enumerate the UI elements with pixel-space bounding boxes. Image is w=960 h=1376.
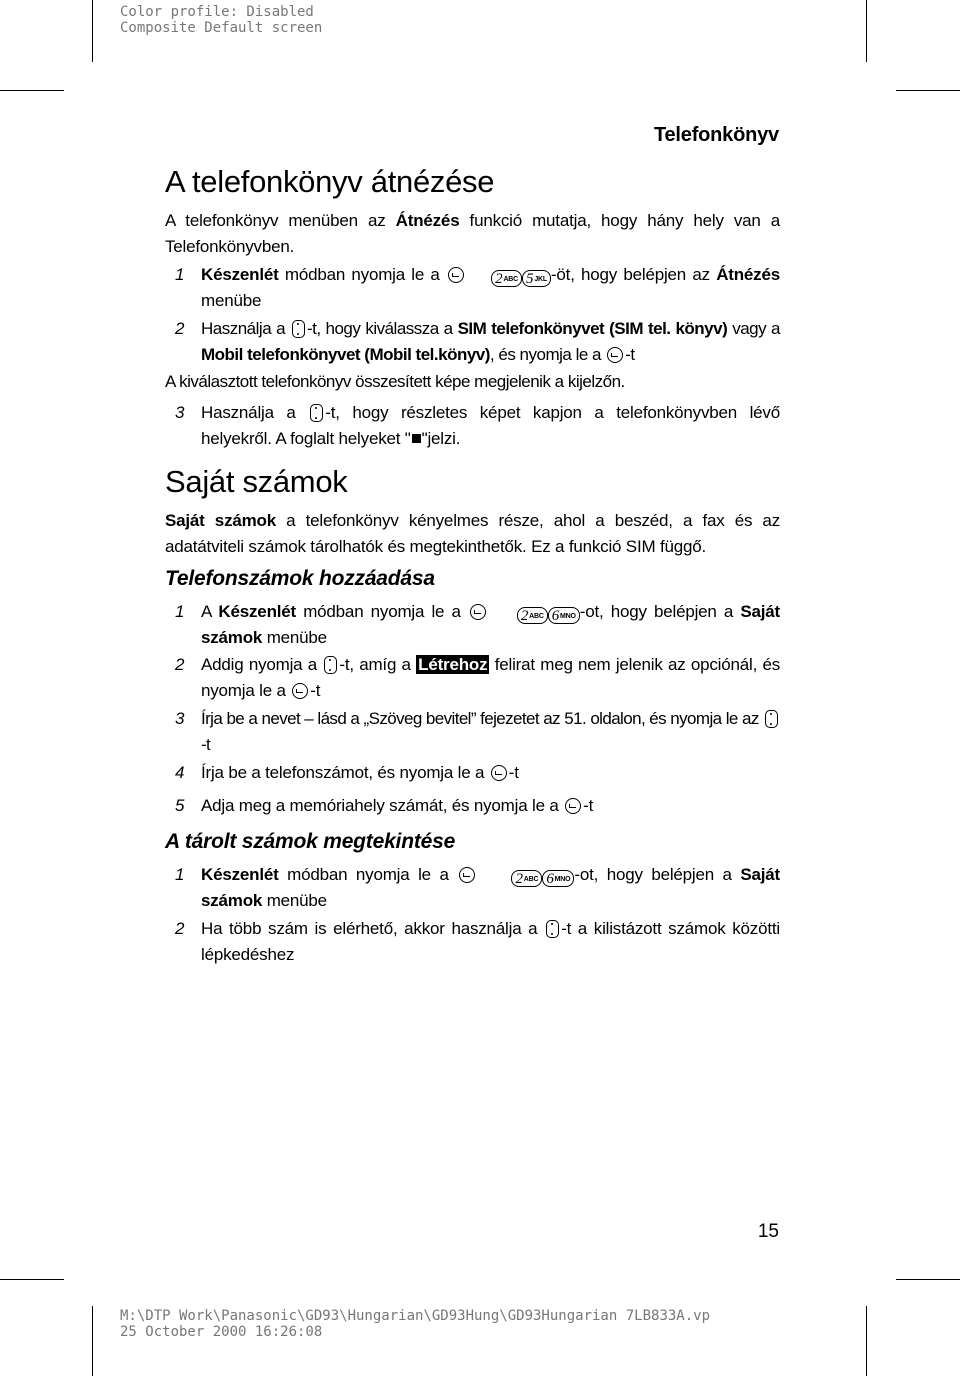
key-letters: MNO bbox=[560, 613, 576, 620]
key-digit: 5 bbox=[526, 271, 534, 287]
step-number: 2 bbox=[175, 319, 184, 338]
term-sajat-szamok: Saját számok bbox=[165, 511, 276, 530]
text: , és nyomja le a bbox=[489, 345, 606, 364]
menu-button-icon bbox=[448, 267, 464, 283]
text: Írja be a telefonszámot, és nyomja le a bbox=[201, 763, 489, 782]
key-5-icon bbox=[522, 270, 551, 287]
text: felirat meg nem jelenik az opciónál, és nyomja le a bbox=[201, 655, 781, 700]
step-1 bbox=[165, 862, 780, 914]
text: -öt, hogy belépjen az bbox=[550, 265, 717, 284]
paragraph-note: A kiválasztott telefonkönyv összesített képe megjelenik a kijelzőn. bbox=[165, 372, 625, 391]
color-profile-text: Color profile: Disabled bbox=[120, 4, 314, 20]
key-6-icon bbox=[548, 607, 580, 624]
crop-mark bbox=[866, 1306, 867, 1376]
menu-button-icon bbox=[470, 604, 486, 620]
key-digit: 6 bbox=[551, 608, 560, 624]
text: funkció mutatja, hogy hány hely van a Telefonkönyvben. bbox=[165, 211, 780, 256]
key-letters: ABC bbox=[529, 613, 544, 620]
term-sajat-szamok: Saját számok bbox=[201, 602, 781, 647]
menu-button-icon bbox=[491, 765, 507, 781]
crop-mark bbox=[92, 1306, 93, 1376]
navigation-key-icon bbox=[546, 920, 559, 938]
menu-button-icon bbox=[565, 798, 581, 814]
screen-text: Composite Default screen bbox=[120, 20, 323, 36]
text: "jelzi. bbox=[421, 429, 461, 448]
step-3 bbox=[165, 400, 780, 452]
text: -t bbox=[625, 345, 635, 364]
step-2 bbox=[165, 652, 780, 704]
step-1 bbox=[165, 599, 780, 651]
section-title-phonebook-overview: A telefonkönyv átnézése bbox=[165, 164, 495, 199]
step-2 bbox=[165, 316, 780, 368]
occupied-square-icon bbox=[412, 434, 421, 443]
term-sim-phonebook: SIM telefonkönyvet (SIM tel. könyv) bbox=[457, 319, 728, 338]
term-keszenlet: Készenlét bbox=[201, 865, 279, 884]
crop-mark bbox=[866, 0, 867, 62]
text: -t bbox=[508, 763, 519, 782]
text: -t a kilistázott számok közötti lépkedéshez bbox=[201, 919, 780, 964]
crop-mark bbox=[0, 1279, 64, 1280]
text: Adja meg a memóriahely számát, és nyomja le a bbox=[201, 796, 564, 815]
text: A telefonkönyv menüben az bbox=[165, 211, 396, 230]
key-digit: 2 bbox=[515, 871, 523, 887]
paragraph-intro bbox=[165, 208, 780, 260]
text: Használja a bbox=[201, 403, 309, 422]
key-2-icon bbox=[491, 270, 522, 287]
term-mobile-phonebook: Mobil telefonkönyvet (Mobil tel.könyv) bbox=[201, 345, 490, 364]
key-2-icon bbox=[511, 870, 542, 887]
key-digit: 2 bbox=[520, 608, 529, 624]
timestamp: 25 October 2000 16:26:08 bbox=[120, 1324, 323, 1340]
crop-mark bbox=[92, 0, 93, 62]
navigation-key-icon bbox=[324, 656, 337, 674]
paragraph-own-numbers bbox=[165, 508, 780, 560]
chapter-title: Telefonkönyv bbox=[653, 124, 779, 146]
display-label-letrehoz: Létrehoz bbox=[418, 655, 488, 674]
text: Ha több szám is elérhető, akkor használja a bbox=[201, 919, 545, 938]
step-3 bbox=[165, 706, 780, 758]
step-number: 5 bbox=[175, 796, 185, 815]
key-digit: 6 bbox=[546, 871, 554, 887]
text: -t, amíg a bbox=[339, 655, 417, 674]
text: -t, hogy részletes képet kapjon a telefonkönyvben lévő helyekről. A foglalt helyeket " bbox=[201, 403, 780, 448]
term-atnezes: Átnézés bbox=[395, 211, 460, 230]
slug-header bbox=[120, 4, 322, 36]
text: vagy a bbox=[727, 319, 781, 338]
key-letters: JKL bbox=[534, 276, 547, 283]
text: -t bbox=[201, 735, 211, 754]
text: A bbox=[201, 602, 219, 621]
text: -ot, hogy belépjen a bbox=[579, 602, 741, 621]
text: -ot, hogy belépjen a bbox=[574, 865, 741, 884]
text: Használja a bbox=[201, 319, 290, 338]
subsection-title-view-numbers: A tárolt számok megtekintése bbox=[165, 830, 456, 853]
subsection-title-add-numbers: Telefonszámok hozzáadása bbox=[165, 567, 435, 590]
menu-button-icon bbox=[459, 867, 475, 883]
term-keszenlet: Készenlét bbox=[201, 265, 279, 284]
key-6-icon bbox=[542, 870, 574, 887]
crop-mark bbox=[0, 90, 64, 91]
key-letters: ABC bbox=[523, 876, 539, 883]
step-number: 2 bbox=[175, 919, 185, 938]
file-path: M:\DTP Work\Panasonic\GD93\Hungarian\GD93Hung\GD93Hungarian 7LB833A.vp bbox=[120, 1308, 711, 1324]
step-number: 4 bbox=[175, 763, 185, 782]
key-2-icon bbox=[517, 607, 548, 624]
navigation-key-icon bbox=[292, 320, 305, 338]
text: módban nyomja le a bbox=[296, 602, 468, 621]
step-2 bbox=[165, 916, 780, 968]
text: menübe bbox=[262, 891, 327, 910]
term-sajat-szamok: Saját számok bbox=[201, 865, 780, 910]
step-number: 3 bbox=[175, 709, 184, 728]
text: a telefonkönyv kényelmes része, ahol a beszéd, a fax és az adatátviteli számok tárolhatók és megtekinthetők. Ez a funkció SIM függő. bbox=[165, 511, 780, 556]
text: -t bbox=[583, 796, 594, 815]
key-digit: 2 bbox=[495, 271, 503, 287]
step-number: 1 bbox=[175, 265, 185, 284]
key-letters: ABC bbox=[503, 276, 519, 283]
text: menübe bbox=[201, 291, 262, 310]
text: módban nyomja le a bbox=[278, 265, 446, 284]
step-1 bbox=[165, 262, 780, 314]
navigation-key-icon bbox=[765, 710, 778, 728]
text: Írja be a nevet – lásd a „Szöveg bevitel” fejezetet az 51. oldalon, és nyomja le az bbox=[201, 709, 763, 728]
slug-footer bbox=[120, 1308, 710, 1340]
term-keszenlet: Készenlét bbox=[218, 602, 296, 621]
key-letters: MNO bbox=[554, 876, 571, 883]
crop-mark bbox=[896, 90, 960, 91]
text: -t bbox=[310, 681, 321, 700]
text: menübe bbox=[262, 628, 327, 647]
crop-mark bbox=[896, 1279, 960, 1280]
text: módban nyomja le a bbox=[278, 865, 458, 884]
page-number: 15 bbox=[757, 1221, 779, 1242]
step-4 bbox=[165, 760, 780, 786]
menu-button-icon bbox=[607, 347, 623, 363]
step-5 bbox=[165, 793, 780, 819]
section-title-own-numbers: Saját számok bbox=[165, 464, 348, 499]
navigation-key-icon bbox=[310, 404, 323, 422]
term-atnezes: Átnézés bbox=[716, 265, 780, 284]
step-number: 2 bbox=[175, 655, 185, 674]
step-number: 3 bbox=[175, 403, 185, 422]
step-number: 1 bbox=[175, 602, 185, 621]
text: Addig nyomja a bbox=[201, 655, 323, 674]
menu-button-icon bbox=[292, 683, 308, 699]
text: -t, hogy kiválassza a bbox=[306, 319, 458, 338]
step-number: 1 bbox=[175, 865, 185, 884]
